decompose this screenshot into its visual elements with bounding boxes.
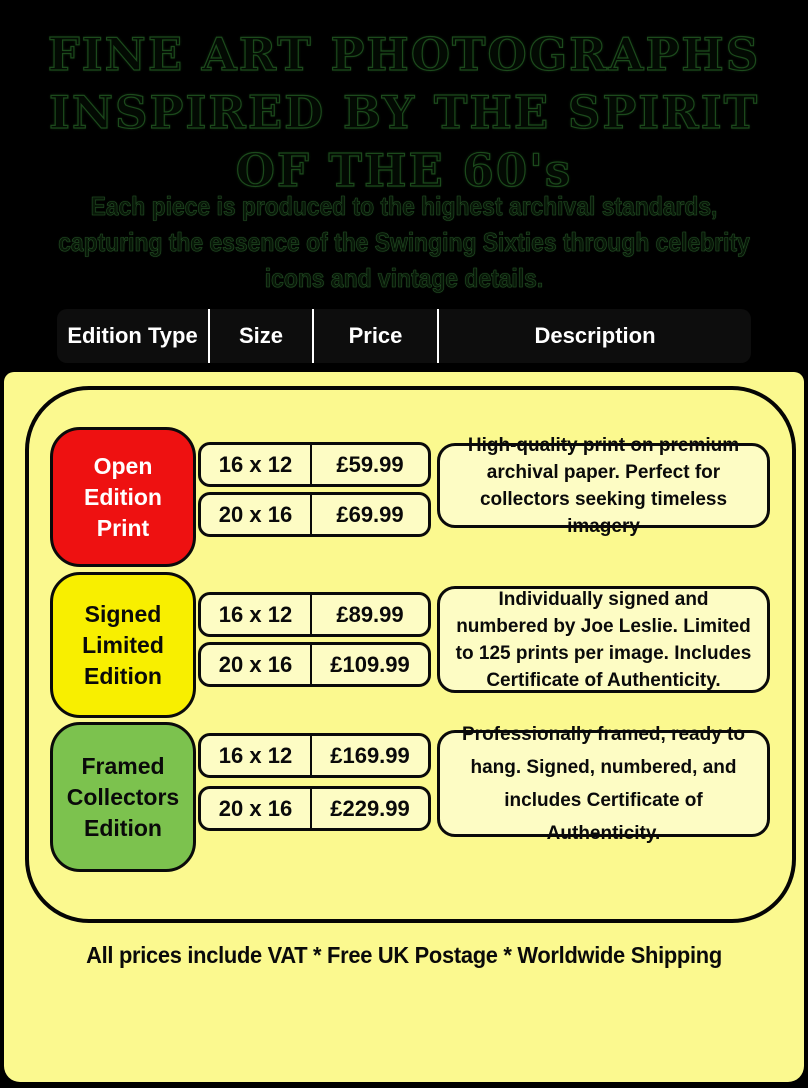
size-price-row: [198, 442, 431, 487]
size-price-row: [198, 592, 431, 637]
edition-box-framed-collectors-edition: Framed Collectors Edition: [50, 722, 196, 872]
size-value: 16 x 12: [218, 742, 293, 768]
price-value: £169.99: [310, 736, 428, 775]
size-price-row: [198, 786, 431, 831]
price-value: £89.99: [310, 595, 428, 634]
price-value: £229.99: [310, 789, 428, 828]
subtitle-line-2: capturing the essence of the Swinging Sixties through celebrity: [58, 227, 750, 257]
price-value: £59.99: [310, 445, 428, 484]
edition-box-signed-limited-edition: Signed Limited Edition: [50, 572, 196, 718]
column-header-edition-type: Edition Type: [67, 323, 198, 348]
page-title: [0, 26, 808, 200]
edition-description: High-quality print on premium archival paper. Perfect for collectors seeking timeless imagery: [437, 443, 770, 528]
edition-description: Professionally framed, ready to hang. Signed, numbered, and includes Certificate of Authenticity.: [437, 730, 770, 837]
size-value: 16 x 12: [218, 601, 293, 627]
edition-description: Individually signed and numbered by Joe Leslie. Limited to 125 prints per image. Includes Certificate of Authenticity.: [437, 586, 770, 693]
size-value: 20 x 16: [218, 501, 293, 527]
column-header-description: Description: [437, 309, 751, 363]
title-line-2: INSPIRED BY THE SPIRIT: [48, 86, 760, 139]
size-value: 16 x 12: [218, 451, 293, 477]
size-price-row: [198, 492, 431, 537]
column-header-size: Size: [208, 309, 312, 363]
size-price-row: [198, 642, 431, 687]
price-value: £69.99: [310, 495, 428, 534]
edition-box-open-edition-print: Open Edition Print: [50, 427, 196, 567]
subtitle-line-1: Each piece is produced to the highest archival standards,: [90, 191, 718, 221]
footer-note: All prices include VAT * Free UK Postage * Worldwide Shipping: [86, 942, 722, 968]
column-header-price: Price: [312, 309, 437, 363]
size-value: 20 x 16: [218, 795, 293, 821]
price-value: £109.99: [310, 645, 428, 684]
title-line-3: OF THE 60's: [235, 144, 573, 197]
size-price-row: [198, 733, 431, 778]
title-line-1: FINE ART PHOTOGRAPHS: [47, 28, 761, 81]
subtitle-line-3: icons and vintage details.: [264, 263, 544, 293]
size-value: 20 x 16: [218, 651, 293, 677]
page-subtitle: [48, 188, 759, 296]
table-header: [57, 309, 751, 363]
